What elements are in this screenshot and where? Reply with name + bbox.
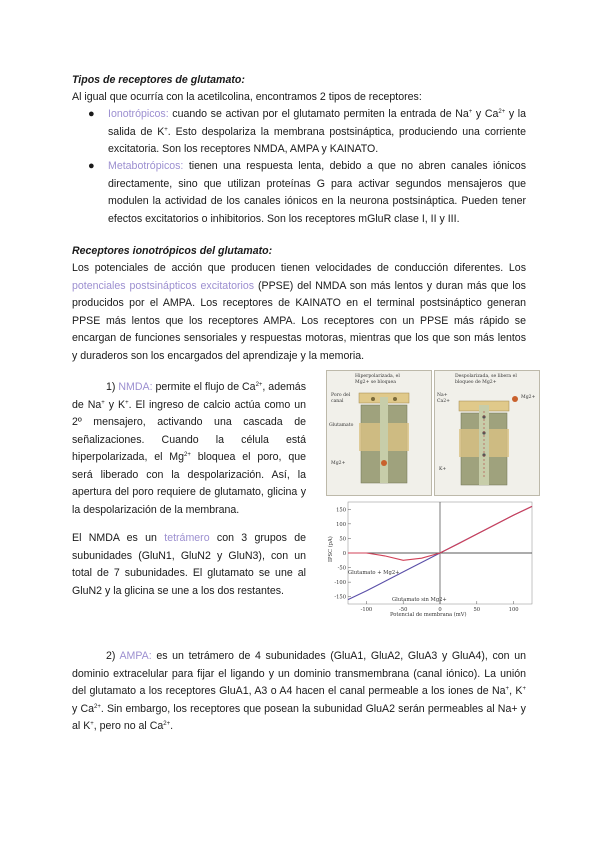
text: Los potenciales de acción que producen tienen velocidades de conducción diferentes. Los <box>72 262 526 274</box>
section-intro: Al igual que ocurría con la acetilcolina, encontramos 2 tipos de receptores: <box>72 91 422 103</box>
text: y K <box>104 398 126 411</box>
text: y Ca <box>472 108 499 120</box>
section-heading-types: Tipos de receptores de glutamato: <box>72 74 245 86</box>
sup: 2+ <box>498 109 506 115</box>
sup: 2+ <box>184 452 191 458</box>
bullet-icon: ● <box>88 160 95 172</box>
y-axis-label: IPSC (pA) <box>328 536 334 562</box>
text: . <box>170 720 174 732</box>
sup: + <box>164 126 168 133</box>
label-pore: Poro del canal <box>331 393 351 404</box>
text: permite el flujo de Ca <box>152 381 256 393</box>
text: , pero no al Ca <box>93 720 164 732</box>
text: , K <box>509 685 523 697</box>
x-tick-label: 100 <box>508 607 519 613</box>
y-tick-label: 0 <box>342 551 346 557</box>
x-axis-label: Potencial de membrana (mV) <box>390 612 467 618</box>
paragraph-ampa <box>72 648 526 736</box>
paragraph-nmda-tetramer <box>72 530 306 600</box>
caption-hyperpolarized: Hiperpolarizada, el Mg2+ se bloquea <box>355 374 400 385</box>
text: . El ingreso de calcio actúa como un 2º mensajero, activando una cascada de señalizaciones. Cuando la célula está hiperpolarizada, el Mg <box>72 398 306 463</box>
text: bloquea el poro, que será liberado con la despolarización. Así, la apertura del poro requiere de glutamato, glicina y la despolarización de la membrana. <box>72 451 307 516</box>
sup: + <box>90 721 94 727</box>
term-tetramer: tetrámero <box>164 532 210 544</box>
text: . Esto despolariza la membrana postsináptica, produciendo una corriente excitatoria. Son los receptores NMDA, AMPA y KAINATO. <box>108 125 526 155</box>
x-tick-label: -50 <box>399 607 408 613</box>
text: 2) <box>106 650 120 662</box>
sup: + <box>522 686 526 692</box>
text: es un tetrámero de 4 subunidades (GluA1, GluA2, GluA3 y GluA4), con un dominio extracelular para fijar el ligando y un dominio transmembrana (canal iónico). La unión del glutamato a los receptores GluA1, A3 o A4 hacen el canal permeable a los iones de Na <box>72 650 526 697</box>
label-k: K+ <box>439 467 447 472</box>
text: El NMDA es un <box>72 532 165 544</box>
x-tick-label: 50 <box>473 607 481 613</box>
section-heading-ionotropic: Receptores ionotrópicos del glutamato: <box>72 245 273 257</box>
series-label-without-mg: Glutamato sin Mg2+ <box>392 597 447 603</box>
text: 1) <box>106 381 119 393</box>
term-ampa: AMPA: <box>119 650 152 662</box>
sup: + <box>125 399 129 406</box>
text: con 3 grupos de subunidades (GluN1, GluN2 y GluN3), con un total de 7 subunidades. El glutamato se une al GluN2 y la glicina se une a los dos restantes. <box>72 532 306 597</box>
term-nmda: NMDA: <box>118 381 153 393</box>
text: , además de Na <box>72 381 306 411</box>
term-ppse: potenciales postsinápticos excitatorios <box>72 279 255 292</box>
bullet-ionotropic <box>108 106 526 159</box>
term-metabotropic: Metabotrópicos: <box>108 160 184 172</box>
x-tick-label: 0 <box>438 607 442 613</box>
x-tick-label: -100 <box>360 607 373 613</box>
label-mg-right: Mg2+ <box>521 395 536 400</box>
mg-ion-icon <box>512 396 518 402</box>
text: . Sin embargo, los receptores que posean la subunidad GluA2 serán permeables al Na+ y al K <box>72 702 526 732</box>
text: y Ca <box>72 702 95 715</box>
bullet-icon: ● <box>88 108 95 120</box>
figure-panel-depolarized <box>434 370 540 496</box>
sup: + <box>101 399 105 406</box>
paragraph-nmda <box>72 379 306 519</box>
term-ionotropic: Ionotrópicos: <box>108 108 169 120</box>
label-mg: Mg2+ <box>331 461 346 466</box>
bullet-metabotropic <box>108 158 526 228</box>
sup: 2+ <box>163 721 171 727</box>
y-tick-label: -150 <box>334 594 346 601</box>
text: tienen una respuesta lenta, debido a que no abren canales iónicos directamente, sino que utilizan proteínas G para activar segundos mensajeros que modulen la actividad de los canales iónicos en la neurona postsináptica. Pueden tener efectos excitatorios o inhibitorios. Son los receptores mGluR clase I, II y III. <box>108 160 526 225</box>
text: (PPSE) del NMDA son más lentos y duran más que los producidos por el AMPA. Los receptores de KAINATO en el terminal postsináptico generan PPSE más lentos que los receptores AMPA. Los receptores con un PPSE más rápido se encargan de funciones sensoriales y respuestas motoras, mientras que los que son más lentos y duraderos son los encargados del aprendizaje y la memoria. <box>72 279 526 362</box>
sup: + <box>468 109 473 115</box>
caption-depolarized: Despolarizada, se libera el bloqueo de Mg2+ <box>455 374 517 385</box>
mg-ion-icon <box>381 460 387 466</box>
sup: + <box>505 686 510 692</box>
sup: 2+ <box>255 382 263 388</box>
label-na-ca: Na+ Ca2+ <box>437 393 451 404</box>
text: y la salida de K <box>108 108 526 138</box>
y-tick-label: 150 <box>336 507 346 514</box>
figure-panel-hyperpolarized <box>326 370 432 496</box>
channel-left-icon <box>327 371 431 495</box>
channel-right-icon <box>435 371 539 495</box>
y-tick-label: -50 <box>337 565 346 572</box>
y-tick-label: 100 <box>336 521 346 528</box>
sup: 2+ <box>94 703 101 710</box>
paragraph-ppse <box>72 260 526 365</box>
y-tick-label: -100 <box>334 580 346 587</box>
text: cuando se activan por el glutamato permiten la entrada de Na <box>168 108 469 120</box>
iv-chart <box>326 498 538 618</box>
y-tick-label: 50 <box>339 536 346 543</box>
series-label-with-mg: Glutamato + Mg2+ <box>348 570 400 576</box>
label-glutamate: Glutamato <box>329 423 354 428</box>
nmda-figure <box>326 370 538 618</box>
